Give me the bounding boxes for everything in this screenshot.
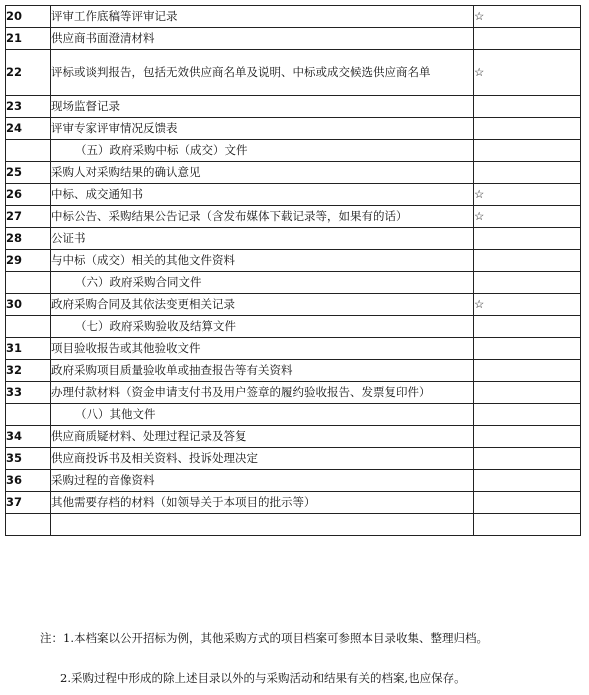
star-mark-icon: ☆: [474, 184, 581, 206]
row-number: 31: [6, 338, 51, 360]
archive-catalog-table: [5, 5, 581, 536]
row-number: 34: [6, 426, 51, 448]
star-mark-icon: [474, 272, 581, 294]
star-mark-icon: ☆: [474, 294, 581, 316]
row-number: 37: [6, 492, 51, 514]
table-row: [6, 514, 581, 536]
document-name: [51, 28, 474, 50]
row-number: 20: [6, 6, 51, 28]
row-number: [6, 140, 51, 162]
table-row: [6, 250, 581, 272]
section-heading: [51, 404, 474, 426]
document-name: [51, 50, 474, 96]
star-mark-icon: [474, 492, 581, 514]
table-body: [6, 6, 581, 536]
table-row: [6, 228, 581, 250]
document-name-text: 办理付款材料（资金申请支付书及用户签章的履约验收报告、发票复印件）: [51, 385, 431, 400]
row-number: [6, 316, 51, 338]
star-mark-icon: [474, 28, 581, 50]
table-row: [6, 470, 581, 492]
star-mark-icon: [474, 162, 581, 184]
table-row: [6, 6, 581, 28]
document-name-text: 公证书: [51, 231, 86, 246]
table-row: [6, 96, 581, 118]
section-heading-text: （五）政府采购中标（成交）文件: [75, 143, 248, 158]
document-name-text: 中标、成交通知书: [51, 187, 143, 202]
document-name-text: 现场监督记录: [51, 99, 120, 114]
table-row: [6, 272, 581, 294]
document-name-text: 政府采购项目质量验收单或抽查报告等有关资料: [51, 363, 293, 378]
table-row: [6, 184, 581, 206]
star-mark-icon: [474, 250, 581, 272]
document-name: [51, 206, 474, 228]
document-name: [51, 118, 474, 140]
document-name: [51, 250, 474, 272]
note-line-1: 注：1.本档案以公开招标为例，其他采购方式的项目档案可参照本目录收集、整理归档。: [40, 631, 488, 645]
document-name: [51, 294, 474, 316]
section-heading-text: （六）政府采购合同文件: [75, 275, 202, 290]
star-mark-icon: [474, 470, 581, 492]
document-name-text: 与中标（成交）相关的其他文件资料: [51, 253, 235, 268]
document-name-text: 评标或谈判报告，包括无效供应商名单及说明、中标或成交候选供应商名单: [51, 65, 431, 80]
document-name-text: 供应商书面澄清材料: [51, 31, 155, 46]
star-mark-icon: [474, 514, 581, 536]
document-name-text: 供应商投诉书及相关资料、投诉处理决定: [51, 451, 258, 466]
star-mark-icon: [474, 228, 581, 250]
star-mark-icon: [474, 404, 581, 426]
document-name: [51, 448, 474, 470]
document-name-text: 采购过程的音像资料: [51, 473, 155, 488]
document-name: [51, 492, 474, 514]
document-name-text: 评审专家评审情况反馈表: [51, 121, 178, 136]
table-row: [6, 448, 581, 470]
table-row: [6, 316, 581, 338]
table-row: [6, 28, 581, 50]
document-name-text: 供应商质疑材料、处理过程记录及答复: [51, 429, 247, 444]
document-name: [51, 470, 474, 492]
row-number: [6, 514, 51, 536]
document-name-text: 项目验收报告或其他验收文件: [51, 341, 201, 356]
star-mark-icon: [474, 426, 581, 448]
row-number: 25: [6, 162, 51, 184]
row-number: 36: [6, 470, 51, 492]
table-row: [6, 294, 581, 316]
table-row: [6, 404, 581, 426]
row-number: 29: [6, 250, 51, 272]
star-mark-icon: [474, 140, 581, 162]
section-heading: [51, 140, 474, 162]
document-name: [51, 162, 474, 184]
document-name: [51, 514, 474, 536]
row-number: 21: [6, 28, 51, 50]
document-name: [51, 6, 474, 28]
table-row: [6, 162, 581, 184]
document-name: [51, 360, 474, 382]
star-mark-icon: ☆: [474, 6, 581, 28]
star-mark-icon: [474, 382, 581, 404]
table-row: [6, 426, 581, 448]
section-heading-text: （七）政府采购验收及结算文件: [75, 319, 236, 334]
star-mark-icon: [474, 118, 581, 140]
document-name-text: 中标公告、采购结果公告记录（含发布媒体下载记录等，如果有的话）: [51, 209, 408, 224]
document-name: [51, 426, 474, 448]
row-number: [6, 272, 51, 294]
document-name: [51, 382, 474, 404]
section-heading-text: （八）其他文件: [75, 407, 156, 422]
row-number: 32: [6, 360, 51, 382]
row-number: 26: [6, 184, 51, 206]
star-mark-icon: ☆: [474, 50, 581, 96]
document-name-text: 评审工作底稿等评审记录: [51, 9, 178, 24]
document-name: [51, 338, 474, 360]
row-number: 33: [6, 382, 51, 404]
table-row: [6, 360, 581, 382]
table-row: [6, 50, 581, 96]
row-number: 27: [6, 206, 51, 228]
section-heading: [51, 272, 474, 294]
row-number: 22: [6, 50, 51, 96]
table-row: [6, 118, 581, 140]
table-row: [6, 382, 581, 404]
star-mark-icon: [474, 360, 581, 382]
table-row: [6, 338, 581, 360]
document-name: [51, 184, 474, 206]
table-row: [6, 206, 581, 228]
document-name-text: 采购人对采购结果的确认意见: [51, 165, 201, 180]
document-name-text: 政府采购合同及其依法变更相关记录: [51, 297, 235, 312]
table-row: [6, 140, 581, 162]
section-heading: [51, 316, 474, 338]
row-number: 35: [6, 448, 51, 470]
row-number: 23: [6, 96, 51, 118]
row-number: 28: [6, 228, 51, 250]
note-line-2: 2.采购过程中形成的除上述目录以外的与采购活动和结果有关的档案,也应保存。: [60, 671, 466, 685]
document-name: [51, 228, 474, 250]
document-name: [51, 96, 474, 118]
star-mark-icon: [474, 338, 581, 360]
row-number: 24: [6, 118, 51, 140]
star-mark-icon: [474, 448, 581, 470]
star-mark-icon: ☆: [474, 206, 581, 228]
star-mark-icon: [474, 96, 581, 118]
table-row: [6, 492, 581, 514]
row-number: 30: [6, 294, 51, 316]
star-mark-icon: [474, 316, 581, 338]
notes-section: [40, 630, 488, 686]
row-number: [6, 404, 51, 426]
document-name-text: 其他需要存档的材料（如领导关于本项目的批示等）: [51, 495, 316, 510]
